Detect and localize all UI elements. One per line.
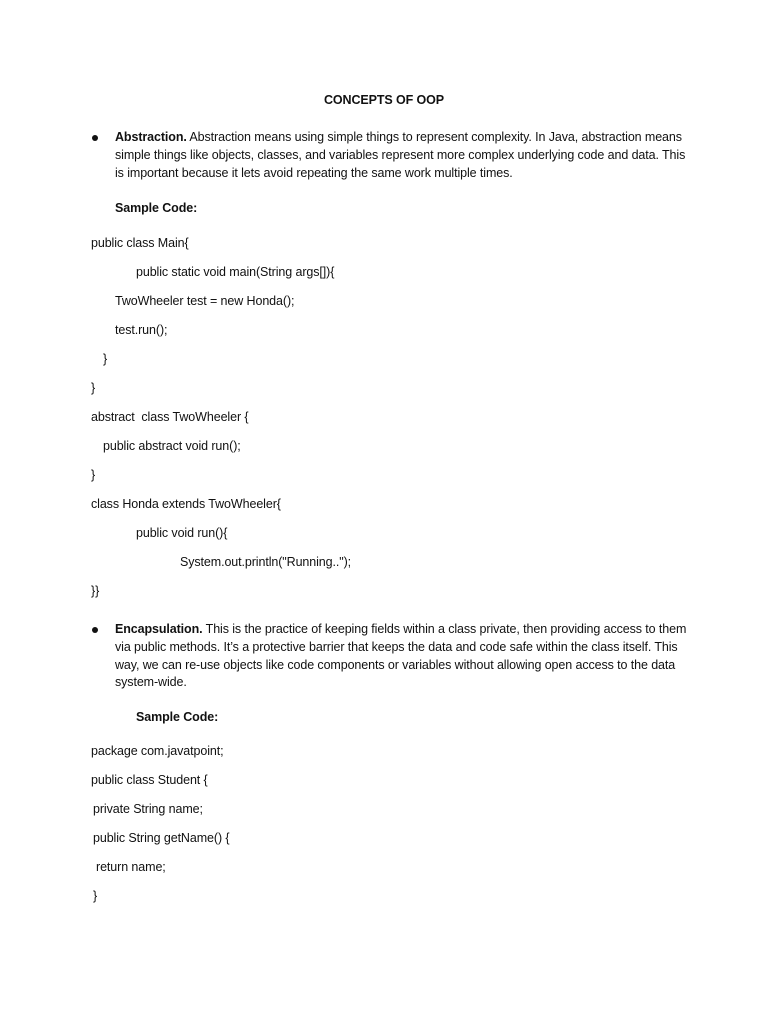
bullet-encapsulation (92, 627, 98, 633)
code-line: public class Student { (91, 773, 208, 787)
code-line: return name; (96, 860, 166, 874)
code-line: TwoWheeler test = new Honda(); (115, 294, 295, 308)
code-line: test.run(); (115, 323, 168, 337)
code-line: } (93, 889, 98, 903)
code-line: class Honda extends TwoWheeler{ (91, 497, 281, 511)
code-line: private String name; (93, 802, 203, 816)
abstraction-text: Abstraction means using simple things to represent complexity. In Java, abstraction means simple things like objects, classes, and variables represent more complex underlying code and data. This is important because it lets avoid repeating the same work multiple times. (115, 130, 686, 180)
code-line: package com.javatpoint; (91, 744, 224, 758)
code-line: }} (91, 584, 100, 598)
code-line: } (103, 352, 108, 366)
code-line: public abstract void run(); (103, 439, 241, 453)
document-title: CONCEPTS OF OOP (323, 93, 445, 107)
code-line: } (91, 381, 96, 395)
abstraction-heading: Abstraction. (115, 130, 187, 144)
encapsulation-paragraph (115, 621, 690, 692)
code-line: public static void main(String args[]){ (136, 265, 335, 279)
abstraction-sample-label: Sample Code: (115, 201, 198, 215)
bullet-abstraction (92, 135, 98, 141)
encapsulation-text: This is the practice of keeping fields within a class private, then providing access to them via public methods. It’s a protective barrier that keeps the data and code safe within the class itself. This way, we can re-use objects like code components or variables without allowing open access to the data system-wide. (115, 622, 687, 690)
code-line: public class Main{ (91, 236, 189, 250)
code-line: System.out.println("Running.."); (180, 555, 352, 569)
code-line: public String getName() { (93, 831, 230, 845)
code-line: } (91, 468, 96, 482)
encapsulation-heading: Encapsulation. (115, 622, 203, 636)
abstraction-paragraph (115, 129, 690, 182)
code-line: abstract class TwoWheeler { (91, 410, 249, 424)
encapsulation-sample-label: Sample Code: (136, 710, 219, 724)
code-line: public void run(){ (136, 526, 228, 540)
